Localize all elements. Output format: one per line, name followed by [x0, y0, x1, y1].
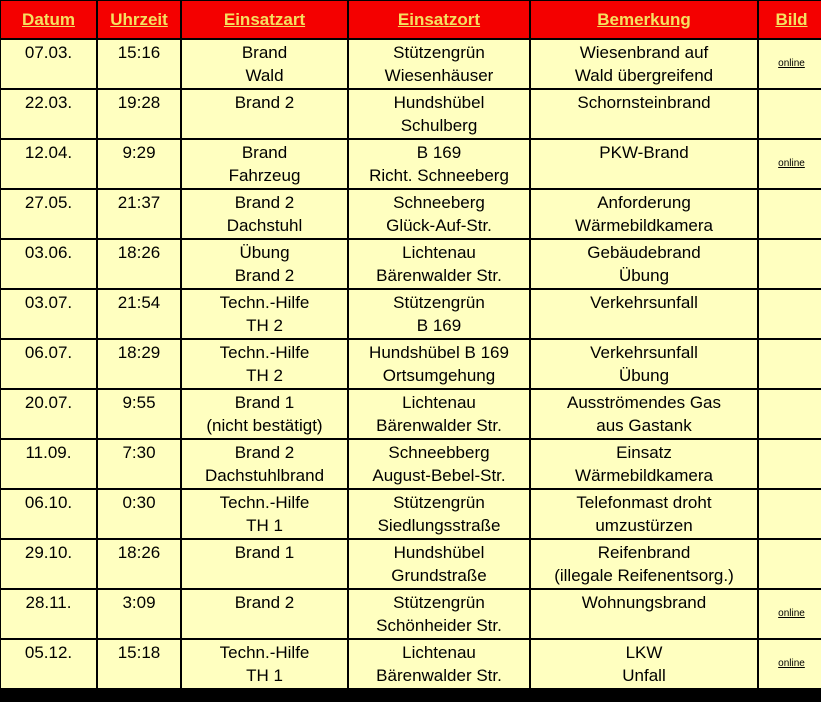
cell-einsatzort — [349, 140, 529, 188]
table-row — [1, 190, 821, 238]
cell-einsatzort-line: B 169 — [416, 316, 462, 335]
cell-einsatzart-line: (nicht bestätigt) — [206, 416, 323, 435]
cell-einsatzort-line: Wiesenhäuser — [384, 66, 494, 85]
cell-uhrzeit: 19:28 — [98, 90, 180, 138]
cell-bemerkung — [531, 140, 757, 188]
cell-uhrzeit: 18:26 — [98, 540, 180, 588]
cell-bemerkung-line: Unfall — [622, 666, 666, 685]
cell-einsatzort-line: Bärenwalder Str. — [376, 416, 502, 435]
cell-uhrzeit: 21:37 — [98, 190, 180, 238]
cell-bemerkung — [531, 340, 757, 388]
cell-einsatzart — [182, 340, 347, 388]
cell-einsatzart-line: TH 2 — [246, 366, 283, 385]
cell-einsatzort-line: Schneebberg — [388, 443, 490, 462]
table-row — [1, 340, 821, 388]
cell-einsatzart-line: Brand — [241, 43, 288, 62]
cell-bild — [759, 590, 821, 638]
cell-bild — [759, 290, 821, 338]
cell-einsatzort-line: Stützengrün — [393, 293, 485, 312]
cell-bemerkung — [531, 240, 757, 288]
cell-bemerkung — [531, 190, 757, 238]
cell-bemerkung-line: Wärmebildkamera — [575, 216, 713, 235]
cell-bild — [759, 340, 821, 388]
cell-einsatzart — [182, 640, 347, 688]
cell-einsatzart-line: Brand 2 — [234, 266, 295, 285]
cell-uhrzeit: 3:09 — [98, 590, 180, 638]
header-einsatzort: Einsatzort — [349, 1, 529, 38]
cell-bemerkung-line: PKW-Brand — [599, 143, 689, 162]
online-link[interactable]: online — [778, 658, 805, 669]
table-row — [1, 540, 821, 588]
cell-einsatzort — [349, 190, 529, 238]
cell-einsatzort — [349, 90, 529, 138]
cell-bemerkung — [531, 540, 757, 588]
cell-datum: 28.11. — [1, 590, 96, 638]
cell-einsatzart-line: Dachstuhl — [226, 216, 303, 235]
cell-einsatzart-line: Techn.-Hilfe — [219, 643, 310, 662]
cell-bemerkung — [531, 290, 757, 338]
cell-uhrzeit: 18:26 — [98, 240, 180, 288]
cell-einsatzart-line: Brand — [241, 143, 288, 162]
online-link[interactable]: online — [778, 158, 805, 169]
cell-bild — [759, 540, 821, 588]
cell-einsatzart-line: Dachstuhlbrand — [204, 466, 325, 485]
cell-bild — [759, 90, 821, 138]
cell-uhrzeit: 0:30 — [98, 490, 180, 538]
table-row — [1, 390, 821, 438]
table-row — [1, 590, 821, 638]
cell-datum: 22.03. — [1, 90, 96, 138]
cell-einsatzort-line: Lichtenau — [402, 243, 476, 262]
cell-einsatzort-line: Lichtenau — [402, 643, 476, 662]
header-bild: Bild — [759, 1, 821, 38]
cell-bemerkung-line: Schornsteinbrand — [577, 93, 711, 112]
table-row — [1, 40, 821, 88]
cell-bemerkung-line: Anforderung — [597, 193, 691, 212]
header-datum: Datum — [1, 1, 96, 38]
table-row — [1, 90, 821, 138]
table-row — [1, 290, 821, 338]
cell-bemerkung — [531, 640, 757, 688]
cell-bemerkung — [531, 390, 757, 438]
cell-einsatzort — [349, 640, 529, 688]
cell-einsatzart-line: Techn.-Hilfe — [219, 343, 310, 362]
cell-bemerkung-line: aus Gastank — [596, 416, 692, 435]
cell-einsatzart-line: Brand 2 — [234, 193, 295, 212]
cell-einsatzort — [349, 40, 529, 88]
cell-bemerkung-line: LKW — [625, 643, 663, 662]
cell-einsatzort-line: Schulberg — [400, 116, 478, 135]
cell-datum: 07.03. — [1, 40, 96, 88]
cell-bemerkung-line: Wärmebildkamera — [575, 466, 713, 485]
cell-bild — [759, 440, 821, 488]
cell-uhrzeit: 15:18 — [98, 640, 180, 688]
cell-einsatzort-line: Grundstraße — [391, 566, 487, 585]
cell-bild — [759, 40, 821, 88]
cell-einsatzart-line: Übung — [239, 243, 290, 262]
cell-einsatzort — [349, 340, 529, 388]
cell-einsatzart — [182, 490, 347, 538]
cell-bild — [759, 490, 821, 538]
cell-uhrzeit: 18:29 — [98, 340, 180, 388]
cell-einsatzart — [182, 140, 347, 188]
cell-bild — [759, 140, 821, 188]
header-uhrzeit: Uhrzeit — [98, 1, 180, 38]
cell-datum: 05.12. — [1, 640, 96, 688]
cell-bemerkung-line: Verkehrsunfall — [590, 343, 698, 362]
cell-bemerkung — [531, 440, 757, 488]
cell-einsatzort-line: Glück-Auf-Str. — [386, 216, 492, 235]
cell-einsatzart-line: Wald — [245, 66, 284, 85]
cell-einsatzort-line: Hundshübel — [393, 543, 485, 562]
cell-datum: 27.05. — [1, 190, 96, 238]
cell-einsatzart-line: TH 1 — [246, 666, 283, 685]
cell-einsatzort-line: Stützengrün — [393, 593, 485, 612]
cell-einsatzort — [349, 240, 529, 288]
cell-bemerkung-line: Reifenbrand — [597, 543, 691, 562]
cell-bemerkung-line: Gebäudebrand — [587, 243, 701, 262]
online-link[interactable]: online — [778, 58, 805, 69]
cell-einsatzart — [182, 190, 347, 238]
cell-einsatzort — [349, 590, 529, 638]
cell-einsatzart-line: Brand 1 — [234, 393, 295, 412]
cell-einsatzort-line: Bärenwalder Str. — [376, 266, 502, 285]
cell-einsatzart-line: Techn.-Hilfe — [219, 293, 310, 312]
cell-datum: 06.07. — [1, 340, 96, 388]
cell-einsatzort — [349, 290, 529, 338]
cell-einsatzart — [182, 440, 347, 488]
cell-einsatzort-line: Stützengrün — [393, 493, 485, 512]
cell-uhrzeit: 15:16 — [98, 40, 180, 88]
cell-bemerkung-line: Übung — [618, 366, 670, 385]
cell-datum: 29.10. — [1, 540, 96, 588]
cell-einsatzort-line: Hundshübel — [393, 93, 485, 112]
cell-einsatzart-line: TH 2 — [246, 316, 283, 335]
cell-einsatzort-line: August-Bebel-Str. — [372, 466, 506, 485]
cell-bild — [759, 190, 821, 238]
cell-bemerkung-line: (illegale Reifenentsorg.) — [554, 566, 734, 585]
table-row — [1, 140, 821, 188]
cell-einsatzart — [182, 390, 347, 438]
cell-datum: 12.04. — [1, 140, 96, 188]
cell-einsatzart — [182, 290, 347, 338]
cell-einsatzart — [182, 540, 347, 588]
cell-einsatzort — [349, 440, 529, 488]
cell-bemerkung-line: umzustürzen — [595, 516, 693, 535]
cell-bemerkung — [531, 90, 757, 138]
cell-einsatzort-line: Bärenwalder Str. — [376, 666, 502, 685]
header-row — [1, 1, 821, 38]
cell-einsatzort-line: Hundshübel B 169 — [369, 343, 509, 362]
cell-datum: 06.10. — [1, 490, 96, 538]
cell-einsatzort-line: Stützengrün — [393, 43, 485, 62]
cell-bemerkung-line: Einsatz — [616, 443, 672, 462]
cell-datum: 20.07. — [1, 390, 96, 438]
cell-einsatzort-line: Schneeberg — [393, 193, 485, 212]
header-einsatzart: Einsatzart — [182, 1, 347, 38]
cell-einsatzart-line: TH 1 — [246, 516, 283, 535]
cell-einsatzart — [182, 590, 347, 638]
cell-einsatzart — [182, 90, 347, 138]
cell-bild — [759, 240, 821, 288]
cell-bemerkung-line: Wald übergreifend — [574, 66, 714, 85]
cell-bemerkung — [531, 40, 757, 88]
table-row — [1, 490, 821, 538]
cell-bild — [759, 640, 821, 688]
table-row — [1, 440, 821, 488]
cell-bemerkung-line: Ausströmendes Gas — [566, 393, 721, 412]
cell-uhrzeit: 9:55 — [98, 390, 180, 438]
cell-einsatzart-line: Brand 2 — [234, 593, 295, 612]
cell-einsatzort — [349, 490, 529, 538]
cell-einsatzort-line: Siedlungsstraße — [377, 516, 501, 535]
cell-einsatzort-line: B 169 — [416, 143, 462, 162]
cell-einsatzort-line: Schönheider Str. — [376, 616, 502, 635]
cell-bemerkung-line: Wohnungsbrand — [581, 593, 707, 612]
table-row — [1, 240, 821, 288]
cell-bemerkung-line: Übung — [618, 266, 670, 285]
cell-einsatzart — [182, 240, 347, 288]
cell-uhrzeit: 7:30 — [98, 440, 180, 488]
cell-einsatzart-line: Brand 1 — [234, 543, 295, 562]
cell-bemerkung-line: Verkehrsunfall — [590, 293, 698, 312]
cell-bemerkung — [531, 590, 757, 638]
cell-bemerkung-line: Telefonmast droht — [576, 493, 712, 512]
header-bemerkung: Bemerkung — [531, 1, 757, 38]
cell-uhrzeit: 9:29 — [98, 140, 180, 188]
cell-einsatzort-line: Ortsumgehung — [382, 366, 496, 385]
cell-einsatzart-line: Brand 2 — [234, 443, 295, 462]
cell-einsatzart-line: Fahrzeug — [228, 166, 301, 185]
cell-einsatzort — [349, 390, 529, 438]
cell-einsatzart-line: Brand 2 — [234, 93, 295, 112]
cell-einsatzort — [349, 540, 529, 588]
cell-uhrzeit: 21:54 — [98, 290, 180, 338]
table-row — [1, 640, 821, 688]
cell-einsatzart-line: Techn.-Hilfe — [219, 493, 310, 512]
cell-bild — [759, 390, 821, 438]
cell-datum: 03.07. — [1, 290, 96, 338]
cell-bemerkung-line: Wiesenbrand auf — [579, 43, 709, 62]
cell-einsatzort-line: Richt. Schneeberg — [369, 166, 509, 185]
cell-einsatzart — [182, 40, 347, 88]
cell-datum: 03.06. — [1, 240, 96, 288]
table-body — [1, 40, 821, 688]
cell-datum: 11.09. — [1, 440, 96, 488]
cell-bemerkung — [531, 490, 757, 538]
online-link[interactable]: online — [778, 608, 805, 619]
cell-einsatzort-line: Lichtenau — [402, 393, 476, 412]
